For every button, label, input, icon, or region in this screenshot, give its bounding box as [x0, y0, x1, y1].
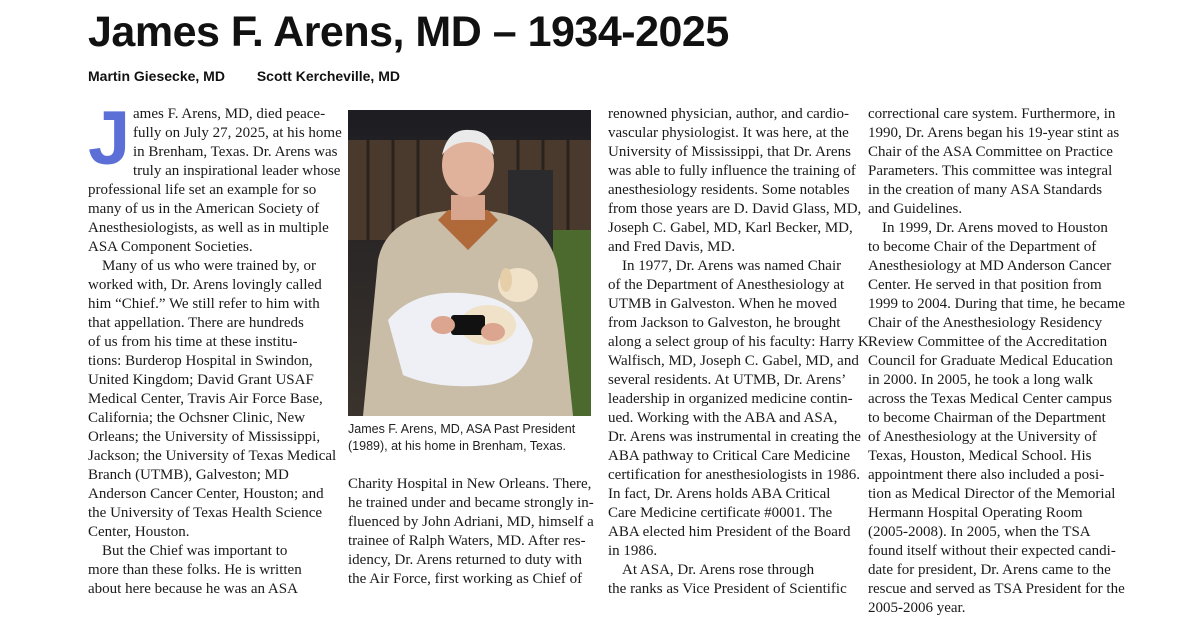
- author-byline: [88, 68, 428, 84]
- column-3-line: Dr. Arens was instrumental in creating the: [608, 429, 861, 445]
- column-1-line: Many of us who were trained by, or: [102, 258, 316, 274]
- column-2-line: Charity Hospital in New Orleans. There,: [348, 476, 592, 492]
- column-2-line: the Air Force, first working as Chief of: [348, 571, 583, 587]
- column-3-line: Walfisch, MD, Joseph C. Gabel, MD, and: [608, 353, 859, 369]
- column-1-line: about here because he was an ASA: [88, 581, 298, 597]
- column-3-line: In 1977, Dr. Arens was named Chair: [622, 258, 842, 274]
- column-4-line: Chair of the ASA Committee on Practice: [868, 144, 1113, 160]
- column-2-line: fluenced by John Adriani, MD, himself a: [348, 514, 594, 530]
- column-2-line: he trained under and became strongly in-: [348, 495, 594, 511]
- column-2-line: idency, Dr. Arens returned to duty with: [348, 552, 582, 568]
- column-3-line: University of Mississippi, that Dr. Arens: [608, 144, 851, 160]
- column-3-line: and Fred Davis, MD.: [608, 239, 736, 255]
- column-4-line: Chair of the Anesthesiology Residency: [868, 315, 1103, 331]
- column-1-line: Anderson Cancer Center, Houston; and: [88, 486, 324, 502]
- column-3-line: ued. Working with the ABA and ASA,: [608, 410, 838, 426]
- column-3-line: ABA pathway to Critical Care Medicine: [608, 448, 851, 464]
- column-3-line: from Jackson to Galveston, he brought: [608, 315, 841, 331]
- column-2-line: trainee of Ralph Waters, MD. After res-: [348, 533, 586, 549]
- column-3-line: in 1986.: [608, 543, 658, 559]
- column-4-line: Council for Graduate Medical Education: [868, 353, 1113, 369]
- column-1-line: in Brenham, Texas. Dr. Arens was: [133, 144, 338, 160]
- column-4-line: Review Committee of the Accreditation: [868, 334, 1108, 350]
- author-name: Martin Giesecke, MD: [88, 68, 225, 84]
- column-3-line: from those years are D. David Glass, MD,: [608, 201, 862, 217]
- portrait-photo: [348, 110, 591, 416]
- column-1-line: ames F. Arens, MD, died peace-: [133, 106, 326, 122]
- column-1-line: United Kingdom; David Grant USAF: [88, 372, 314, 388]
- column-3-line: of the Department of Anesthesiology at: [608, 277, 845, 293]
- column-4-line: (2005-2008). In 2005, when the TSA: [868, 524, 1091, 540]
- column-4-line: date for president, Dr. Arens came to the: [868, 562, 1111, 578]
- column-3-line: Care Medicine certificate #0001. The: [608, 505, 833, 521]
- column-3-line: was able to fully influence the training of: [608, 163, 856, 179]
- column-3-line: several residents. At UTMB, Dr. Arens’: [608, 372, 847, 388]
- column-1-line: fully on July 27, 2025, at his home: [133, 125, 342, 141]
- column-3-line: certification for anesthesiologists in 1986.: [608, 467, 861, 483]
- column-1-line: professional life set an example for so: [88, 182, 317, 198]
- column-4-line: appointment there also included a posi-: [868, 467, 1105, 483]
- column-1-line: But the Chief was important to: [102, 543, 288, 559]
- column-4-line: Center. He served in that position from: [868, 277, 1102, 293]
- column-1-line: more than these folks. He is written: [88, 562, 302, 578]
- photo-caption-line: James F. Arens, MD, ASA Past President: [348, 422, 576, 436]
- column-3-line: leadership in organized medicine contin-: [608, 391, 853, 407]
- column-4-line: 1999 to 2004. During that time, he became: [868, 296, 1126, 312]
- column-3-line: vascular physiologist. It was here, at the: [608, 125, 849, 141]
- drop-cap: J: [88, 96, 131, 181]
- column-1-line: many of us in the American Society of: [88, 201, 320, 217]
- column-4-line: to become Chairman of the Department: [868, 410, 1106, 426]
- column-4-line: Hermann Hospital Operating Room: [868, 505, 1083, 521]
- column-4-line: in 2000. In 2005, he took a long walk: [868, 372, 1093, 388]
- column-3-line: the ranks as Vice President of Scientific: [608, 581, 847, 597]
- photo-caption-line: (1989), at his home in Brenham, Texas.: [348, 439, 566, 453]
- column-3-line: along a select group of his faculty: Harry K.: [608, 334, 873, 350]
- column-3-line: UTMB in Galveston. When he moved: [608, 296, 837, 312]
- column-1-line: him “Chief.” We still refer to him with: [88, 296, 320, 312]
- column-4-line: 1990, Dr. Arens began his 19-year stint as: [868, 125, 1120, 141]
- column-1-line: worked with, Dr. Arens lovingly called: [88, 277, 322, 293]
- column-3-line: renowned physician, author, and cardio-: [608, 106, 849, 122]
- column-1-line: the University of Texas Health Science: [88, 505, 323, 521]
- column-3-line: In fact, Dr. Arens holds ABA Critical: [608, 486, 831, 502]
- column-1-line: of us from his time at these institu-: [88, 334, 298, 350]
- column-3-line: Joseph C. Gabel, MD, Karl Becker, MD,: [608, 220, 853, 236]
- column-1-line: Anesthesiologists, as well as in multiple: [88, 220, 329, 236]
- column-4-line: across the Texas Medical Center campus: [868, 391, 1113, 407]
- column-1-line: California; the Ochsner Clinic, New: [88, 410, 306, 426]
- portrait-illustration: [348, 110, 591, 416]
- column-1-line: Medical Center, Travis Air Force Base,: [88, 391, 323, 407]
- column-3-line: At ASA, Dr. Arens rose through: [622, 562, 815, 578]
- column-4-line: Anesthesiology at MD Anderson Cancer: [868, 258, 1112, 274]
- column-4-line: rescue and served as TSA President for the: [868, 581, 1125, 597]
- column-1-line: ASA Component Societies.: [88, 239, 253, 255]
- column-4-line: in the creation of many ASA Standards: [868, 182, 1103, 198]
- column-1-line: that appellation. There are hundreds: [88, 315, 304, 331]
- column-1-line: truly an inspirational leader whose: [133, 163, 341, 179]
- column-1-line: Center, Houston.: [88, 524, 190, 540]
- column-3-line: anesthesiology residents. Some notables: [608, 182, 850, 198]
- column-1-line: Jackson; the University of Texas Medical: [88, 448, 337, 464]
- column-4-line: correctional care system. Furthermore, in: [868, 106, 1116, 122]
- article-title: James F. Arens, MD – 1934-2025: [88, 8, 729, 56]
- column-4-line: In 1999, Dr. Arens moved to Houston: [882, 220, 1108, 236]
- column-4-line: 2005-2006 year.: [868, 600, 966, 616]
- column-4-line: Texas, Houston, Medical School. His: [868, 448, 1092, 464]
- column-1-line: Branch (UTMB), Galveston; MD: [88, 467, 289, 483]
- column-4-line: and Guidelines.: [868, 201, 963, 217]
- column-4-line: of Anesthesiology at the University of: [868, 429, 1097, 445]
- column-3-line: ABA elected him President of the Board: [608, 524, 851, 540]
- author-name: Scott Kercheville, MD: [256, 68, 400, 84]
- column-4-line: found itself without their expected candi-: [868, 543, 1116, 559]
- column-4-line: to become Chair of the Department of: [868, 239, 1097, 255]
- column-1-line: Orleans; the University of Mississippi,: [88, 429, 321, 445]
- column-1-line: tions: Burderop Hospital in Swindon,: [88, 353, 313, 369]
- column-4-line: Parameters. This committee was integral: [868, 163, 1113, 179]
- column-4-line: tion as Medical Director of the Memorial: [868, 486, 1116, 502]
